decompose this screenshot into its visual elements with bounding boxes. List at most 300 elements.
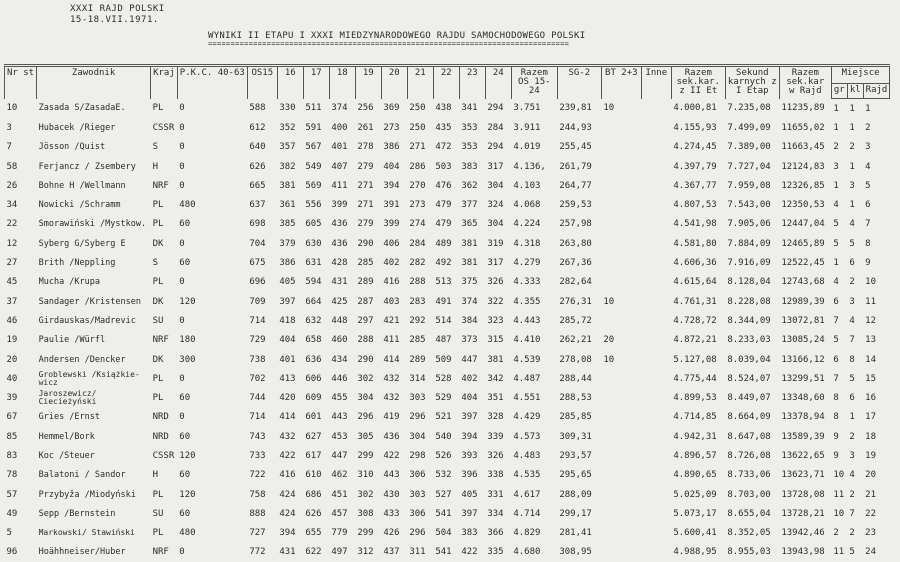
cell-miejsce-gr: 10 — [831, 504, 847, 523]
cell-bt — [601, 485, 641, 504]
cell-os17: 549 — [303, 157, 329, 176]
col-24: 24 — [485, 66, 511, 99]
cell-os22: 532 — [433, 466, 459, 485]
cell-kraj: SU — [151, 504, 178, 523]
col-razem-os: Razem OS 15-24 — [511, 66, 557, 99]
cell-os17: 636 — [303, 350, 329, 369]
cell-bt — [601, 427, 641, 446]
cell-os15: 714 — [247, 311, 277, 330]
cell-miejsce-gr: 9 — [831, 446, 847, 465]
cell-os20: 403 — [381, 292, 407, 311]
cell-os22: 472 — [433, 138, 459, 157]
cell-os21: 298 — [407, 446, 433, 465]
col-os15: OS15 — [247, 66, 277, 99]
cell-inne — [641, 446, 671, 465]
cell-pkc: 0 — [177, 176, 247, 195]
cell-pkc: 0 — [177, 369, 247, 388]
cell-miejsce-rajd: 3 — [863, 138, 890, 157]
cell-miejsce-gr: 1 — [831, 99, 847, 119]
cell-os15: 704 — [247, 234, 277, 253]
cell-os24: 366 — [485, 524, 511, 543]
cell-os19: 287 — [355, 292, 381, 311]
cell-miejsce-rajd: 8 — [863, 234, 890, 253]
cell-razem-os: 4.410 — [511, 331, 557, 350]
cell-miejsce-rajd: 23 — [863, 524, 890, 543]
cell-os17: 655 — [303, 524, 329, 543]
cell-os17: 626 — [303, 504, 329, 523]
cell-os24: 323 — [485, 311, 511, 330]
cell-os18: 411 — [329, 176, 355, 195]
cell-sekund-i: 8.233,03 — [725, 331, 779, 350]
cell-sekund-i: 7.959,08 — [725, 176, 779, 195]
cell-miejsce-rajd: 18 — [863, 427, 890, 446]
cell-razem-rajd: 12465,89 — [779, 234, 831, 253]
cell-os22: 529 — [433, 388, 459, 407]
event-name: XXXI RAJD POLSKI — [70, 4, 165, 15]
cell-os21: 286 — [407, 157, 433, 176]
col-nr: Nr st — [5, 66, 37, 99]
cell-kraj: PL — [151, 524, 178, 543]
table-row — [5, 485, 890, 504]
cell-os15: 722 — [247, 466, 277, 485]
cell-os15: 640 — [247, 138, 277, 157]
cell-razem-rajd: 11235,89 — [779, 99, 831, 119]
cell-os20: 419 — [381, 408, 407, 427]
cell-bt — [601, 253, 641, 272]
cell-os19: 278 — [355, 138, 381, 157]
cell-pkc: 0 — [177, 543, 247, 562]
cell-os17: 664 — [303, 292, 329, 311]
cell-os23: 383 — [459, 157, 485, 176]
cell-os23: 422 — [459, 543, 485, 562]
cell-bt: 10 — [601, 99, 641, 119]
cell-pkc: 480 — [177, 195, 247, 214]
cell-inne — [641, 504, 671, 523]
cell-nr: 27 — [5, 253, 37, 272]
cell-nr: 57 — [5, 485, 37, 504]
cell-razem-rajd: 13728,08 — [779, 485, 831, 504]
cell-kraj: PL — [151, 388, 178, 407]
cell-os20: 437 — [381, 543, 407, 562]
cell-razem-os: 4.068 — [511, 195, 557, 214]
cell-inne — [641, 215, 671, 234]
cell-os15: 637 — [247, 195, 277, 214]
cell-miejsce-kl: 2 — [847, 273, 863, 292]
cell-zawodnik: Andersen /Dencker — [37, 350, 151, 369]
col-19: 19 — [355, 66, 381, 99]
cell-os16: 386 — [277, 253, 303, 272]
cell-os21: 288 — [407, 273, 433, 292]
cell-os19: 279 — [355, 157, 381, 176]
cell-bt — [601, 408, 641, 427]
cell-razem-ii: 4.155,93 — [671, 118, 725, 137]
cell-os22: 541 — [433, 543, 459, 562]
cell-bt — [601, 118, 641, 137]
cell-sg2: 285,72 — [557, 311, 601, 330]
cell-bt — [601, 138, 641, 157]
cell-pkc: 0 — [177, 99, 247, 119]
cell-miejsce-gr: 5 — [831, 215, 847, 234]
cell-sg2: 281,41 — [557, 524, 601, 543]
cell-razem-rajd: 13942,46 — [779, 524, 831, 543]
cell-sg2: 276,31 — [557, 292, 601, 311]
cell-nr: 26 — [5, 176, 37, 195]
cell-pkc: 0 — [177, 234, 247, 253]
cell-os23: 375 — [459, 273, 485, 292]
cell-inne — [641, 176, 671, 195]
cell-os17: 658 — [303, 331, 329, 350]
cell-miejsce-kl: 6 — [847, 388, 863, 407]
cell-zawodnik: Groblewski /Książkie- wicz — [37, 369, 151, 388]
cell-os21: 292 — [407, 311, 433, 330]
cell-miejsce-rajd: 16 — [863, 388, 890, 407]
cell-os24: 324 — [485, 195, 511, 214]
cell-bt — [601, 234, 641, 253]
cell-os16: 357 — [277, 138, 303, 157]
cell-sekund-i: 7.905,06 — [725, 215, 779, 234]
cell-sekund-i: 8.733,06 — [725, 466, 779, 485]
cell-sekund-i: 8.703,00 — [725, 485, 779, 504]
cell-os17: 632 — [303, 311, 329, 330]
cell-pkc: 0 — [177, 138, 247, 157]
cell-razem-rajd: 13943,98 — [779, 543, 831, 562]
cell-miejsce-rajd: 21 — [863, 485, 890, 504]
cell-nr: 19 — [5, 331, 37, 350]
cell-kraj: NRF — [151, 543, 178, 562]
cell-razem-os: 4.573 — [511, 427, 557, 446]
cell-os23: 381 — [459, 234, 485, 253]
cell-os24: 315 — [485, 331, 511, 350]
cell-bt — [601, 369, 641, 388]
cell-bt — [601, 215, 641, 234]
cell-miejsce-gr: 6 — [831, 350, 847, 369]
cell-sg2: 288,09 — [557, 485, 601, 504]
cell-miejsce-kl: 2 — [847, 138, 863, 157]
cell-miejsce-gr: 7 — [831, 311, 847, 330]
cell-os21: 306 — [407, 504, 433, 523]
cell-os18: 407 — [329, 157, 355, 176]
cell-zawodnik: Sepp /Bernstein — [37, 504, 151, 523]
cell-miejsce-gr: 10 — [831, 466, 847, 485]
cell-kraj: S — [151, 138, 178, 157]
cell-razem-os: 4.714 — [511, 504, 557, 523]
cell-os18: 460 — [329, 331, 355, 350]
cell-os19: 304 — [355, 388, 381, 407]
cell-miejsce-kl: 1 — [847, 157, 863, 176]
cell-razem-ii: 5.127,08 — [671, 350, 725, 369]
cell-miejsce-rajd: 7 — [863, 215, 890, 234]
cell-zawodnik: Koc /Steuer — [37, 446, 151, 465]
cell-nr: 7 — [5, 138, 37, 157]
cell-pkc: 60 — [177, 253, 247, 272]
cell-os17: 605 — [303, 215, 329, 234]
cell-pkc: 120 — [177, 292, 247, 311]
cell-os15: 588 — [247, 99, 277, 119]
cell-razem-rajd: 13072,81 — [779, 311, 831, 330]
col-20: 20 — [381, 66, 407, 99]
cell-miejsce-rajd: 6 — [863, 195, 890, 214]
cell-razem-rajd: 13623,71 — [779, 466, 831, 485]
cell-zawodnik: Smorawiński /Mystkow. — [37, 215, 151, 234]
results-table — [4, 64, 890, 562]
cell-os15: 743 — [247, 427, 277, 446]
cell-kraj: PL — [151, 195, 178, 214]
cell-os19: 279 — [355, 215, 381, 234]
cell-kraj: CSSR — [151, 446, 178, 465]
cell-os21: 311 — [407, 543, 433, 562]
cell-zawodnik: Bohne H /Wellmann — [37, 176, 151, 195]
cell-kraj: SU — [151, 311, 178, 330]
cell-os20: 426 — [381, 524, 407, 543]
cell-os20: 411 — [381, 331, 407, 350]
cell-sekund-i: 8.449,07 — [725, 388, 779, 407]
cell-inne — [641, 543, 671, 562]
cell-bt: 10 — [601, 350, 641, 369]
cell-os16: 401 — [277, 350, 303, 369]
cell-os17: 686 — [303, 485, 329, 504]
cell-os19: 288 — [355, 331, 381, 350]
cell-miejsce-kl: 8 — [847, 350, 863, 369]
cell-inne — [641, 369, 671, 388]
cell-pkc: 60 — [177, 504, 247, 523]
cell-miejsce-gr: 11 — [831, 485, 847, 504]
cell-razem-os: 4.551 — [511, 388, 557, 407]
col-23: 23 — [459, 66, 485, 99]
col-rajd: Rajd — [863, 84, 890, 99]
cell-nr: 49 — [5, 504, 37, 523]
cell-os19: 297 — [355, 311, 381, 330]
cell-os23: 362 — [459, 176, 485, 195]
cell-razem-ii: 4.615,64 — [671, 273, 725, 292]
cell-os24: 294 — [485, 99, 511, 119]
table-row — [5, 292, 890, 311]
cell-os22: 509 — [433, 350, 459, 369]
cell-bt — [601, 466, 641, 485]
cell-zawodnik: Gries /Ernst — [37, 408, 151, 427]
cell-kraj: NRD — [151, 408, 178, 427]
cell-os18: 447 — [329, 446, 355, 465]
cell-os19: 289 — [355, 273, 381, 292]
cell-os20: 414 — [381, 350, 407, 369]
cell-nr: 40 — [5, 369, 37, 388]
cell-kraj: PL — [151, 215, 178, 234]
cell-pkc: 60 — [177, 466, 247, 485]
col-zawodnik: Zawodnik — [37, 66, 151, 99]
cell-os20: 369 — [381, 99, 407, 119]
cell-kraj: NRF — [151, 331, 178, 350]
cell-zawodnik: Przybyža /Miodyński — [37, 485, 151, 504]
cell-os17: 630 — [303, 234, 329, 253]
cell-os19: 271 — [355, 176, 381, 195]
cell-sekund-i: 7.543,00 — [725, 195, 779, 214]
cell-sg2: 299,17 — [557, 504, 601, 523]
cell-sg2: 288,53 — [557, 388, 601, 407]
cell-os23: 374 — [459, 292, 485, 311]
cell-razem-ii: 5.073,17 — [671, 504, 725, 523]
cell-miejsce-gr: 2 — [831, 524, 847, 543]
title-text: WYNIKI II ETAPU I XXXI MIEDZYNARODOWEGO RAJDU SAMOCHODOWEGO POLSKI — [208, 31, 603, 42]
cell-razem-rajd: 13378,94 — [779, 408, 831, 427]
col-miejsce: Miejsce — [831, 66, 890, 84]
cell-kraj: DK — [151, 292, 178, 311]
cell-os16: 420 — [277, 388, 303, 407]
cell-razem-rajd: 12522,45 — [779, 253, 831, 272]
cell-sg2: 261,79 — [557, 157, 601, 176]
cell-os22: 504 — [433, 524, 459, 543]
cell-miejsce-kl: 5 — [847, 369, 863, 388]
cell-os18: 434 — [329, 350, 355, 369]
cell-os23: 393 — [459, 446, 485, 465]
cell-inne — [641, 157, 671, 176]
cell-os23: 377 — [459, 195, 485, 214]
cell-os18: 779 — [329, 524, 355, 543]
cell-miejsce-gr: 8 — [831, 408, 847, 427]
cell-bt — [601, 176, 641, 195]
cell-os18: 462 — [329, 466, 355, 485]
cell-bt — [601, 157, 641, 176]
cell-sekund-i: 8.647,08 — [725, 427, 779, 446]
cell-os22: 491 — [433, 292, 459, 311]
cell-sekund-i: 7.884,09 — [725, 234, 779, 253]
cell-os23: 373 — [459, 331, 485, 350]
cell-bt: 10 — [601, 292, 641, 311]
cell-razem-ii: 4.581,80 — [671, 234, 725, 253]
cell-kraj: H — [151, 466, 178, 485]
cell-razem-rajd: 12350,53 — [779, 195, 831, 214]
cell-os16: 405 — [277, 273, 303, 292]
cell-razem-os: 4.535 — [511, 466, 557, 485]
cell-razem-ii: 4.728,72 — [671, 311, 725, 330]
cell-miejsce-kl: 7 — [847, 504, 863, 523]
cell-os19: 302 — [355, 369, 381, 388]
cell-os19: 310 — [355, 466, 381, 485]
cell-razem-os: 4.136, — [511, 157, 557, 176]
cell-miejsce-kl: 1 — [847, 195, 863, 214]
cell-miejsce-kl: 4 — [847, 311, 863, 330]
cell-razem-ii: 5.600,41 — [671, 524, 725, 543]
cell-razem-os: 4.539 — [511, 350, 557, 369]
cell-os18: 400 — [329, 118, 355, 137]
cell-miejsce-gr: 4 — [831, 273, 847, 292]
table-row — [5, 253, 890, 272]
cell-zawodnik: Ferjancz / Zsembery — [37, 157, 151, 176]
cell-razem-os: 4.483 — [511, 446, 557, 465]
cell-sg2: 262,21 — [557, 331, 601, 350]
col-inne: Inne — [641, 66, 671, 99]
cell-sg2: 309,31 — [557, 427, 601, 446]
cell-os15: 738 — [247, 350, 277, 369]
cell-bt — [601, 195, 641, 214]
cell-nr: 20 — [5, 350, 37, 369]
cell-kraj: DK — [151, 350, 178, 369]
cell-razem-os: 4.680 — [511, 543, 557, 562]
cell-os21: 296 — [407, 408, 433, 427]
cell-os15: 888 — [247, 504, 277, 523]
cell-razem-os: 4.355 — [511, 292, 557, 311]
cell-os18: 425 — [329, 292, 355, 311]
cell-razem-ii: 4.761,31 — [671, 292, 725, 311]
cell-os24: 317 — [485, 157, 511, 176]
cell-razem-ii: 4.775,44 — [671, 369, 725, 388]
cell-os15: 665 — [247, 176, 277, 195]
cell-os24: 351 — [485, 388, 511, 407]
cell-sekund-i: 8.039,04 — [725, 350, 779, 369]
cell-miejsce-kl: 7 — [847, 331, 863, 350]
cell-os20: 399 — [381, 215, 407, 234]
cell-nr: 67 — [5, 408, 37, 427]
cell-sekund-i: 7.727,04 — [725, 157, 779, 176]
col-kl: kl — [847, 84, 863, 99]
cell-razem-os: 4.318 — [511, 234, 557, 253]
cell-zawodnik: Nowicki /Schramm — [37, 195, 151, 214]
cell-zawodnik: Zasada S/ZasadaE. — [37, 99, 151, 119]
cell-os20: 406 — [381, 234, 407, 253]
cell-sg2: 308,95 — [557, 543, 601, 562]
cell-zawodnik: Balatoni / Sandor — [37, 466, 151, 485]
cell-kraj: H — [151, 157, 178, 176]
cell-miejsce-kl: 4 — [847, 215, 863, 234]
cell-sekund-i: 8.726,08 — [725, 446, 779, 465]
col-sg2: SG-2 — [557, 66, 601, 99]
cell-miejsce-kl: 3 — [847, 176, 863, 195]
cell-bt: 20 — [601, 331, 641, 350]
cell-zawodnik: Mucha /Krupa — [37, 273, 151, 292]
cell-miejsce-gr: 1 — [831, 118, 847, 137]
cell-os20: 404 — [381, 157, 407, 176]
cell-miejsce-kl: 1 — [847, 118, 863, 137]
cell-os18: 401 — [329, 138, 355, 157]
cell-razem-rajd: 13622,65 — [779, 446, 831, 465]
cell-os18: 436 — [329, 234, 355, 253]
cell-os18: 457 — [329, 504, 355, 523]
cell-os21: 296 — [407, 524, 433, 543]
cell-kraj: NRF — [151, 176, 178, 195]
cell-razem-ii: 4.000,81 — [671, 99, 725, 119]
cell-os21: 250 — [407, 118, 433, 137]
cell-razem-os: 4.487 — [511, 369, 557, 388]
cell-os24: 284 — [485, 118, 511, 137]
cell-kraj: DK — [151, 234, 178, 253]
cell-os19: 312 — [355, 543, 381, 562]
cell-sg2: 288,44 — [557, 369, 601, 388]
cell-kraj: CSSR — [151, 118, 178, 137]
cell-razem-ii: 5.025,09 — [671, 485, 725, 504]
col-pkc: P.K.C. 40-63 — [177, 66, 247, 99]
cell-miejsce-kl: 2 — [847, 485, 863, 504]
cell-miejsce-kl: 3 — [847, 446, 863, 465]
cell-os22: 479 — [433, 195, 459, 214]
cell-os19: 290 — [355, 350, 381, 369]
table-row — [5, 331, 890, 350]
cell-os23: 383 — [459, 524, 485, 543]
table-row — [5, 504, 890, 523]
cell-miejsce-rajd: 1 — [863, 99, 890, 119]
table-row — [5, 446, 890, 465]
cell-miejsce-rajd: 5 — [863, 176, 890, 195]
cell-os21: 303 — [407, 388, 433, 407]
cell-os16: 424 — [277, 485, 303, 504]
cell-os20: 432 — [381, 388, 407, 407]
cell-os22: 489 — [433, 234, 459, 253]
cell-os15: 626 — [247, 157, 277, 176]
cell-os15: 727 — [247, 524, 277, 543]
cell-nr: 12 — [5, 234, 37, 253]
cell-os17: 627 — [303, 427, 329, 446]
cell-miejsce-kl: 2 — [847, 427, 863, 446]
cell-bt — [601, 273, 641, 292]
cell-os19: 305 — [355, 427, 381, 446]
cell-os20: 430 — [381, 485, 407, 504]
